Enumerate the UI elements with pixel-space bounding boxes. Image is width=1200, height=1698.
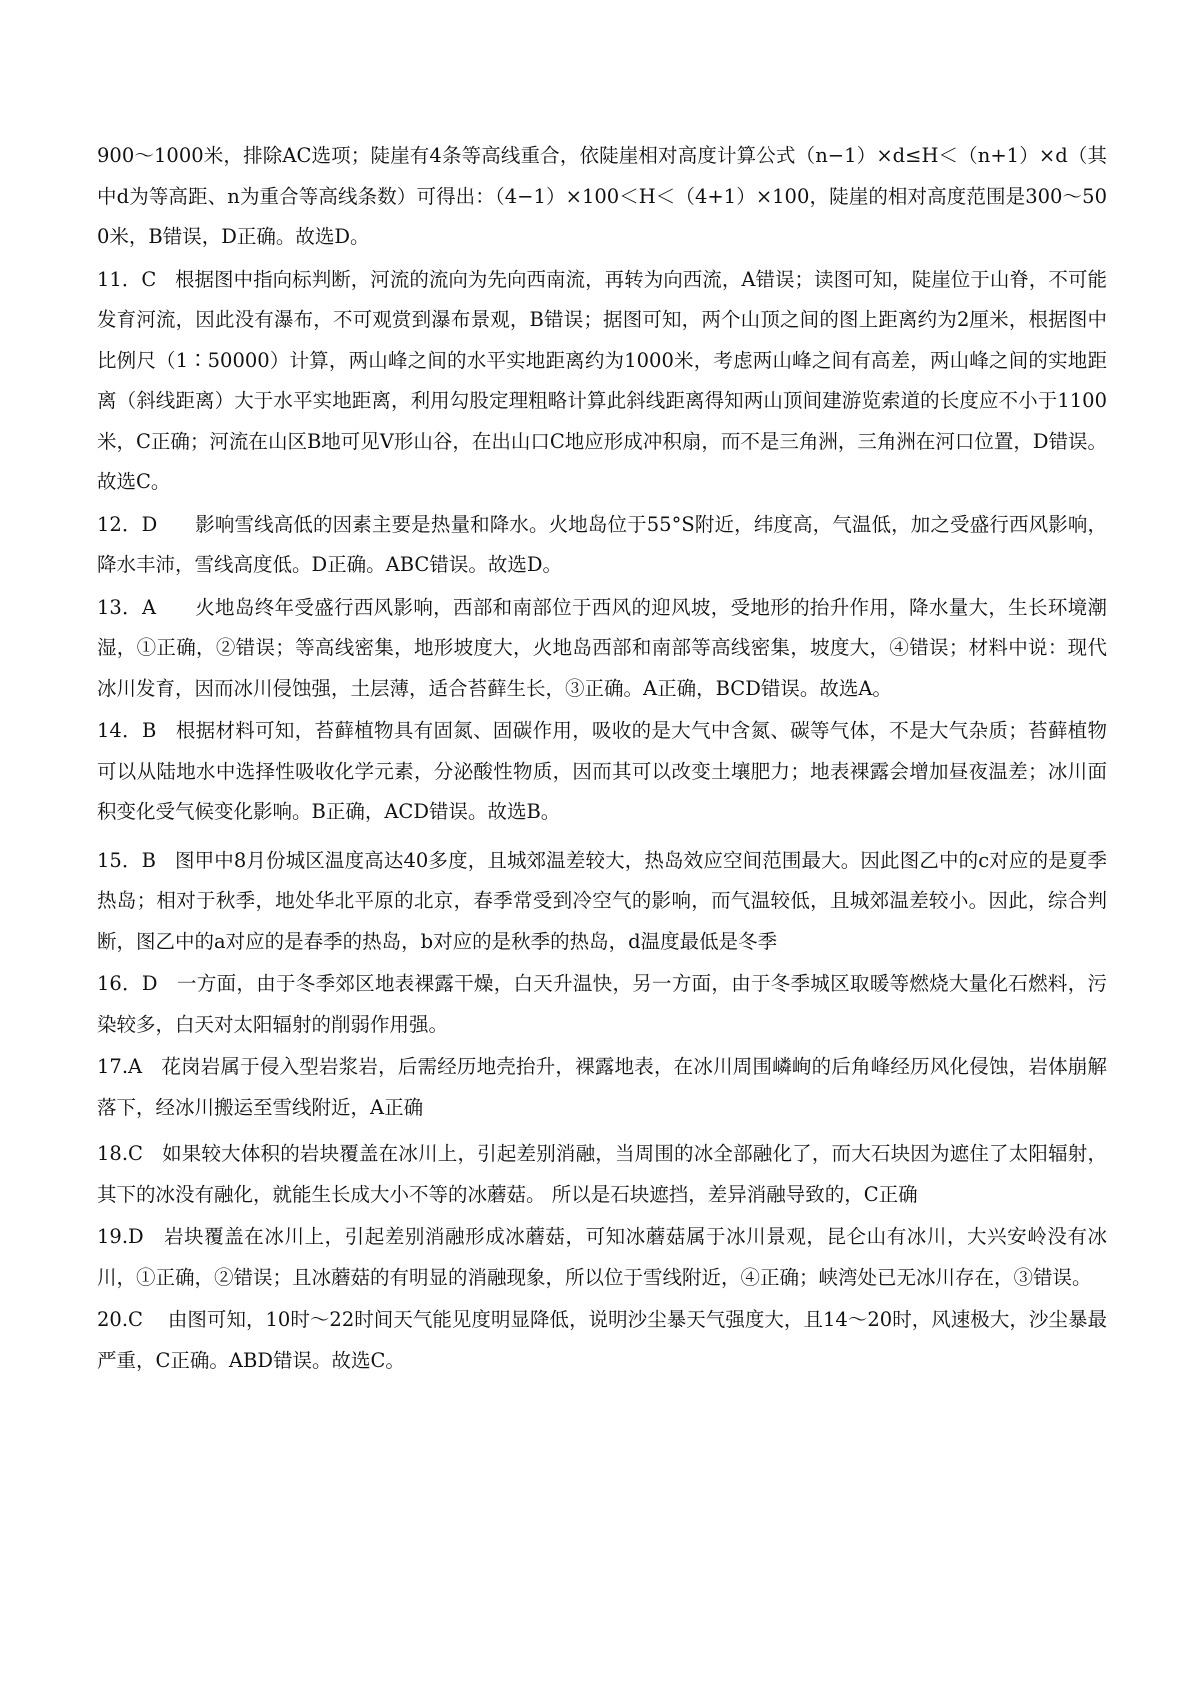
answer-number: 18.C — [97, 1142, 143, 1165]
answer-explanation: 图甲中8月份城区温度高达40多度，且城郊温差较大，热岛效应空间范围最大。因此图乙中的c对应的是夏季热岛；相对于秋季，地处华北平原的北京，春季常受到冷空气的影响，而气温较低，且城郊温差较小。因此，综合判断，图乙中的a对应的是春季的热岛，b对应的是秋季的热岛，d温度最低是冬季 — [97, 848, 1107, 953]
answer-explanation: 花岗岩属于侵入型岩浆岩，后需经历地壳抬升，裸露地表，在冰川周围嶙峋的后角峰经历风化侵蚀，岩体崩解落下，经冰川搬运至雪线附近，A正确 — [97, 1055, 1107, 1119]
answer-explanation: 火地岛终年受盛行西风影响，西部和南部位于西风的迎风坡，受地形的抬升作用，降水量大，生长环境潮湿，①正确，②错误；等高线密集，地形坡度大，火地岛西部和南部等高线密集，坡度大，④错误；材料中说：现代冰川发育，因而冰川侵蚀强，土层薄，适合苔藓生长，③正确。A正确，BCD错误。故选A。 — [97, 595, 1107, 700]
answer-number: 11．C — [97, 267, 157, 291]
paragraph-q11 — [97, 260, 1107, 503]
answer-explanation: 根据图中指向标判断，河流的流向为先向西南流，再转为向西流，A错误；读图可知，陡崖位于山脊，不可能发育河流，因此没有瀑布，不可观赏到瀑布景观，B错误；据图可知，两个山顶之间的图上距离约为2厘米，根据图中比例尺（1∶50000）计算，两山峰之间的水平实地距离约为1000米，考虑两山峰之间有高差，两山峰之间的实地距离（斜线距离）大于水平实地距离，利用勾股定理粗略计算此斜线距离得知两山顶间建游览索道的长度应不小于1100米，C正确；河流在山区B地可见V形山谷，在出山口C地应形成冲积扇，而不是三角洲，三角洲在河口位置，D错误。故选C。 — [97, 267, 1107, 493]
answer-explanation: 如果较大体积的岩块覆盖在冰川上，引起差别消融，当周围的冰全部融化了，而大石块因为遮住了太阳辐射，其下的冰没有融化，就能生长成大小不等的冰蘑菇。 所以是石块遮挡，差异消融导致的，C正确 — [97, 1142, 1107, 1206]
paragraph-q15 — [97, 841, 1107, 963]
answer-explanation: 由图可知，10时～22时间天气能见度明显降低，说明沙尘暴天气强度大，且14～20时，风速极大，沙尘暴最严重，C正确。ABD错误。故选C。 — [97, 1308, 1107, 1372]
paragraph-q13 — [97, 588, 1107, 710]
answer-number: 12．D — [97, 512, 158, 536]
paragraph-q17 — [97, 1047, 1107, 1128]
answer-number: 17.A — [97, 1055, 143, 1078]
answer-number: 13．A — [97, 595, 157, 619]
answer-explanation: 根据材料可知，苔藓植物具有固氮、固碳作用，吸收的是大气中含氮、碳等气体，不是大气杂质；苔藓植物可以从陆地水中选择性吸收化学元素，分泌酸性物质，因而其可以改变土壤肥力；地表裸露会增加昼夜温差；冰川面积变化受气候变化影响。B正确，ACD错误。故选B。 — [97, 719, 1107, 823]
answer-number: 16．D — [97, 972, 158, 995]
paragraph-q16 — [97, 964, 1107, 1045]
answer-explanation: 影响雪线高低的因素主要是热量和降水。火地岛位于55°S附近，纬度高，气温低，加之受盛行西风影响，降水丰沛，雪线高度低。D正确。ABC错误。故选D。 — [97, 512, 1107, 576]
answer-explanation: 900～1000米，排除AC选项；陡崖有4条等高线重合，依陡崖相对高度计算公式（n−1）×d≤H＜（n+1）×d（其中d为等高距、n为重合等高线条数）可得出：（4−1）×100＜H＜（4+1）×100，陡崖的相对高度范围是300～500米，B错误，D正确。故选D。 — [97, 144, 1107, 248]
paragraph-q12 — [97, 505, 1107, 586]
paragraph-q14 — [97, 711, 1107, 833]
answer-number: 14．B — [97, 719, 157, 742]
paragraph-q20 — [97, 1300, 1107, 1381]
answer-explanation: 一方面，由于冬季郊区地表裸露干燥，白天升温快，另一方面，由于冬季城区取暖等燃烧大量化石燃料，污染较多，白天对太阳辐射的削弱作用强。 — [97, 972, 1107, 1036]
answer-number: 20.C — [97, 1308, 143, 1331]
answer-document — [97, 136, 1107, 1381]
paragraph-q10-continuation — [97, 136, 1107, 258]
paragraph-q19 — [97, 1217, 1107, 1298]
answer-number: 19.D — [97, 1225, 144, 1248]
answer-number: 15．B — [97, 848, 156, 872]
paragraph-q18 — [97, 1134, 1107, 1215]
answer-explanation: 岩块覆盖在冰川上，引起差别消融形成冰蘑菇，可知冰蘑菇属于冰川景观，昆仑山有冰川，大兴安岭没有冰川，①正确，②错误；且冰蘑菇的有明显的消融现象，所以位于雪线附近，④正确；峡湾处已无冰川存在，③错误。 — [97, 1225, 1107, 1289]
